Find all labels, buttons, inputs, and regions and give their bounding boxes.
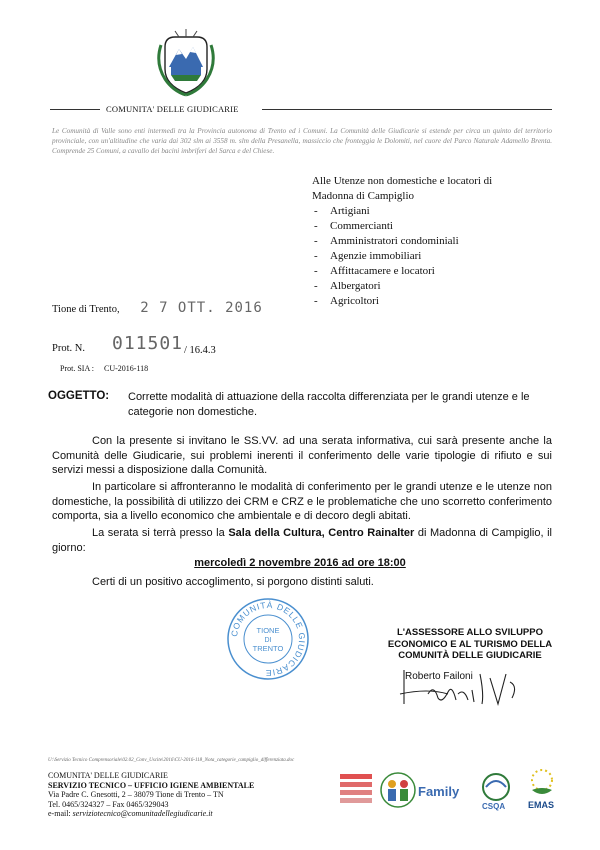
closing-line: Certi di un positivo accoglimento, si porgono distinti saluti. <box>92 576 374 588</box>
stamp-ring-text: COMUNITÀ DELLE GIUDICARIE <box>228 599 308 679</box>
body-paragraph-3: La serata si terrà presso la Sala della Cultura, Centro Rainalter di Madonna di Campiglio, il giorno: <box>52 527 552 554</box>
family-logo <box>378 770 460 810</box>
body-paragraph-2: In particolare si affronteranno le modalità di conferimento per le grandi utenze e le utenze non domestiche, la possibilità di utilizzo dei CRM e CRZ e le problematiche che uno scorretto conferimento comporta, sia a livello economico che ambientale e di decoro degli abitati. <box>52 481 552 522</box>
signature-role: L'ASSESSORE ALLO SVILUPPO ECONOMICO E AL TURISMO DELLA COMUNITÀ DELLE GIUDICARIE <box>387 627 553 661</box>
csqa-logo-text: CSQA <box>482 802 506 811</box>
footer-phone: Tel. 0465/324327 – Fax 0465/329043 <box>48 799 169 809</box>
prot-suffix: / 16.4.3 <box>184 345 216 356</box>
emas-logo <box>522 768 562 820</box>
header-rule-right <box>262 109 552 110</box>
sia-line <box>60 364 148 373</box>
recipients-list <box>312 204 492 309</box>
signer-name: Roberto Failoni <box>405 671 473 682</box>
stamp-center-1: TIONE <box>256 626 280 635</box>
stamp-center-3: TRENTO <box>252 644 284 653</box>
emas-logo-text: EMAS <box>528 800 555 810</box>
venue-name: Sala della Cultura, Centro Rainalter <box>228 527 415 539</box>
comuni-logo <box>338 770 374 806</box>
footer-org: COMUNITA' DELLE GIUDICARIE <box>48 771 168 780</box>
footer-street: Via Padre C. Gnesotti, 2 – 38079 Tione di Trento – TN <box>48 790 224 799</box>
date-stamp: 2 7 OTT. 2016 <box>140 300 263 316</box>
csqa-logo <box>474 772 518 812</box>
sia-value: CU-2016-118 <box>104 364 149 373</box>
event-datetime: mercoledì 2 novembre 2016 ad ore 18:00 <box>194 557 406 569</box>
official-stamp <box>226 597 310 681</box>
list-item: - Affittacamere e locatori <box>314 265 435 277</box>
header-rule-left <box>50 109 100 110</box>
footer-email[interactable]: serviziotecnico@comunitadellegiudicarie.it <box>72 809 213 818</box>
footer-address <box>48 771 254 819</box>
prot-label: Prot. N. <box>52 343 85 354</box>
stamp-center-2: DI <box>264 637 272 644</box>
org-title: COMUNITA' DELLE GIUDICARIE <box>106 104 239 114</box>
family-logo-text: Family <box>418 784 460 799</box>
intro-text: Le Comunità di Valle sono enti intermedi tra la Provincia autonoma di Trento ed i Comuni. La Comunità delle Giudicarie si estende per circa un quinto del territorio provinciale, con un'altitudine che varia dai 302 slm ai 3558 m. slm della Presanella, massiccio che fronteggia le Dolomiti, nel cuore del Parco Naturale Adamello Brenta. Comprende 25 Comuni, a cavallo dei bacini imbriferi del Sarca e del Chiese. <box>52 127 552 155</box>
handwritten-signature <box>398 664 528 708</box>
crest-emblem <box>157 29 215 97</box>
subject-label: OGGETTO: <box>48 390 110 402</box>
subject-text: Corrette modalità di attuazione della raccolta differenziata per le grandi utenze e le categorie non domestiche. <box>128 391 530 418</box>
recipients-heading-1: Alle Utenze non domestiche e locatori di <box>312 175 493 187</box>
recipients-heading-2: Madonna di Campiglio <box>312 190 415 202</box>
list-item: - Artigiani <box>314 205 370 217</box>
place-date <box>52 300 263 316</box>
sia-label: Prot. SIA : <box>60 364 95 373</box>
prot-number: 011501 <box>112 333 184 354</box>
list-item: - Agricoltori <box>314 295 379 307</box>
recipients-block <box>312 174 492 309</box>
list-item: - Albergatori <box>314 280 381 292</box>
list-item: - Commercianti <box>314 220 393 232</box>
list-item: - Agenzie immobiliari <box>314 250 422 262</box>
footer-dept: SERVIZIO TECNICO – UFFICIO IGIENE AMBIENTALE <box>48 780 255 790</box>
footer-email-line: e-mail: serviziotecnico@comunitadellegiudicarie.it <box>48 809 213 818</box>
body-paragraph-1: Con la presente si invitano le SS.VV. ad una serata informativa, cui sarà presente anche la Comunità delle Giudicarie, sui problemi inerenti il conferimento delle varie tipologie di rifiuto e sui servizi messi a disposizione dalla Comunità. <box>52 435 552 476</box>
place-label: Tione di Trento, <box>52 304 120 315</box>
list-item: - Amministratori condominiali <box>314 235 459 247</box>
file-path-footnote: U:\Servizio Tecnico Comprensoriale\02.02_Conv_Uscite\2016\CU-2016-118_Nota_categorie_campiglio_differenziata.doc <box>48 758 295 763</box>
